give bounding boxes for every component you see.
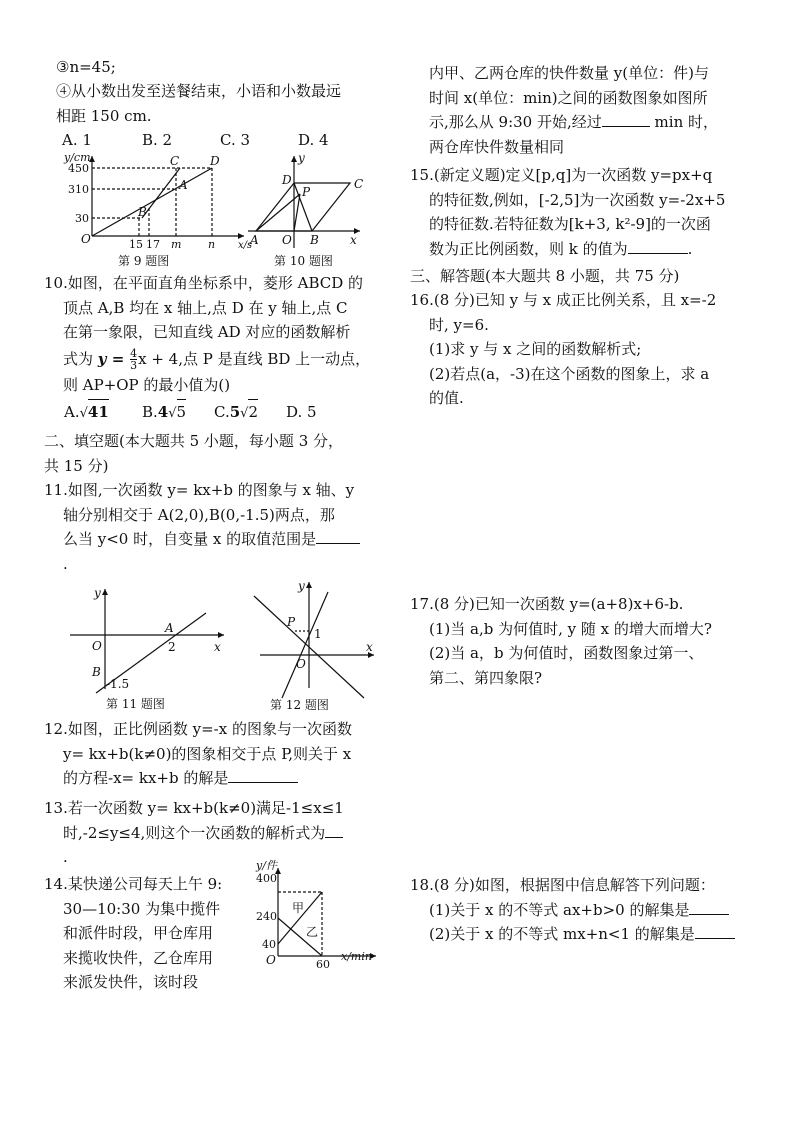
question-11 <box>44 478 360 576</box>
figure-12 <box>240 576 380 714</box>
q10-options <box>44 399 370 427</box>
q10-text: x + 4,点 P 是直线 BD 上一动点， <box>138 349 371 368</box>
point-c-label: C <box>170 154 180 168</box>
q12-line: y= kx+b(k≠0)的图象相交于点 P,则关于 x <box>63 744 352 763</box>
point-b-label: B <box>310 233 319 247</box>
figure-12-caption: 第 12 题图 <box>270 698 329 712</box>
question-18 <box>410 873 735 947</box>
x-tick-n: n <box>208 238 216 251</box>
y-unit-label: y/cm <box>64 151 91 164</box>
q10-formula-line <box>44 345 370 373</box>
y-tick-400: 400 <box>256 872 277 885</box>
figure-11-graph <box>66 585 226 715</box>
figure-14-graph <box>254 859 378 971</box>
q11-line: . <box>63 554 68 573</box>
q17-line: 17.(8 分)已知一次函数 y=(a+8)x+6-b. <box>410 595 684 613</box>
point-d-label: D <box>282 173 292 187</box>
option-b: B. 2 <box>142 131 173 149</box>
y-tick-40: 40 <box>262 938 276 951</box>
q10-text: 式为 <box>63 349 94 368</box>
statement-3 <box>56 55 116 80</box>
x-unit-label: x/s <box>238 240 253 251</box>
q12-line: 12.如图，正比例函数 y=-x 的图象与一次函数 <box>44 720 352 738</box>
x-tick-60: 60 <box>316 958 330 971</box>
x-axis-arrow <box>218 632 224 638</box>
radicand: 2 <box>248 399 258 425</box>
y-axis-label: y <box>94 586 101 600</box>
option-d: D. 4 <box>298 131 329 149</box>
q18-line: (1)关于 x 的不等式 ax+b>0 的解集是 <box>410 898 735 923</box>
point-p-label: P <box>287 615 296 629</box>
q18-line: 18.(8 分)如图，根据图中信息解答下列问题： <box>410 876 715 894</box>
y-axis-arrow <box>306 582 312 588</box>
q13-line: . <box>63 848 68 866</box>
q14-line: 两仓库快件数量相同 <box>429 137 565 156</box>
q14-line: 30—10:30 为集中揽件 <box>63 899 221 918</box>
figure-12-graph <box>240 576 380 714</box>
q16-line: 时, y=6. <box>429 315 489 334</box>
x-axis-label: x <box>350 233 357 247</box>
q14-line: 来揽收快件，乙仓库用 <box>63 948 214 967</box>
point-p-label: P <box>302 185 311 199</box>
figure-10 <box>240 152 372 270</box>
q14-line: 14.某快递公司每天上午 9: <box>44 875 223 893</box>
sqrt-symbol: √ <box>79 406 88 421</box>
q9-options <box>62 128 362 153</box>
radicand: 41 <box>88 399 109 425</box>
q11-line: 么当 y<0 时，自变量 x 的取值范围是 <box>44 527 360 552</box>
answer-blank[interactable] <box>602 112 650 127</box>
q16-line: (2)若点(a，-3)在这个函数的图象上，求 a <box>429 364 710 383</box>
question-13 <box>44 796 344 870</box>
q14-line: 来派发快件，该时段 <box>63 973 199 991</box>
origin-label: O <box>92 639 102 653</box>
line-od <box>92 168 212 236</box>
question-16 <box>410 288 716 411</box>
y-axis-arrow <box>291 156 297 162</box>
answer-blank[interactable] <box>689 900 729 915</box>
y-tick-1: 1 <box>314 627 322 641</box>
statement-line: ③n=45; <box>56 58 116 76</box>
statement-line: ④从小数出发至送餐结束，小语和小数最远 <box>56 82 342 100</box>
section-fill-blank <box>44 429 343 478</box>
q14-line: 内甲、乙两仓库的快件数量 y(单位：件)与 <box>429 64 709 82</box>
point-b-label: B <box>92 665 101 679</box>
segment-op <box>294 194 300 231</box>
q17-line: (2)当 a，b 为何值时，函数图象过第一、 <box>429 644 704 662</box>
q15-line: 的特征数,例如，[-2,5]为一次函数 y=-2x+5 <box>429 190 726 209</box>
option-b: B.4√5 <box>142 399 214 427</box>
fraction-numerator: 4 <box>130 347 138 360</box>
q16-line: 的值. <box>429 389 464 407</box>
figure-9-caption: 第 9 题图 <box>118 254 170 268</box>
q14-line: 时间 x(单位：min)之间的函数图象如图所 <box>429 88 708 107</box>
option-a: A. 1 <box>62 131 92 149</box>
q14-line: 和派件时段，甲仓库用 <box>63 924 214 942</box>
q11-line: 轴分别相交于 A(2,0),B(0,-1.5)两点，那 <box>63 505 335 524</box>
q14-line: 示,那么从 9:30 开始,经过 min 时， <box>429 113 718 131</box>
q10-line: 则 AP+OP 的最小值为() <box>63 375 231 394</box>
option-d: D. 5 <box>286 403 317 421</box>
q17-line: (1)当 a,b 为何值时, y 随 x 的增大而增大? <box>429 619 712 638</box>
question-17 <box>410 592 712 690</box>
x-tick-15: 15 <box>129 238 143 251</box>
statement-line: 相距 150 cm. <box>56 106 152 125</box>
y-tick-30: 30 <box>75 212 89 225</box>
q15-line: 15.(新定义题)定义[p,q]为一次函数 y=px+q <box>410 166 713 184</box>
q13-line: 13.若一次函数 y= kx+b(k≠0)满足-1≤x≤1 <box>44 799 344 817</box>
origin-label: O <box>296 657 306 671</box>
q16-line: 16.(8 分)已知 y 与 x 成正比例关系，且 x=-2 <box>410 291 717 309</box>
y-axis-arrow <box>102 589 108 595</box>
statement-4 <box>56 79 341 128</box>
y-tick-450: 450 <box>68 162 89 175</box>
figure-10-caption: 第 10 题图 <box>274 254 333 268</box>
q16-line: (1)求 y 与 x 之间的函数解析式; <box>429 340 642 358</box>
question-14-continued <box>429 61 718 159</box>
section-answer-title: 三、解答题(本大题共 8 小题，共 75 分) <box>410 267 680 285</box>
x-unit-label: x/min <box>341 950 372 963</box>
question-15 <box>410 163 725 261</box>
option-a: A.√41 <box>64 399 142 427</box>
option-c: C. 3 <box>220 131 251 149</box>
y-tick-310: 310 <box>68 183 89 196</box>
point-a-label: A <box>250 233 259 247</box>
series-yi-label: 乙 <box>306 925 319 939</box>
x-axis-label: x <box>214 640 221 654</box>
segment-ap <box>256 194 300 231</box>
section-title: 二、填空题(本大题共 5 小题，每小题 3 分， <box>44 432 344 450</box>
point-b-label: B <box>138 205 147 219</box>
sqrt-symbol: √ <box>240 406 249 421</box>
q18-line: (2)关于 x 的不等式 mx+n<1 的解集是 <box>410 922 735 947</box>
option-c: C.5√2 <box>214 399 286 427</box>
q13-line: 时,-2≤y≤4,则这个一次函数的解析式为 <box>44 821 344 846</box>
point-d-label: D <box>210 154 220 168</box>
answer-blank[interactable] <box>628 239 688 254</box>
figure-10-graph <box>240 152 372 270</box>
question-10 <box>44 271 370 427</box>
q15-line: 的特征数.若特征数为[k+3, k²-9]的一次函 <box>429 215 711 233</box>
figure-14 <box>254 859 378 971</box>
point-c-label: C <box>354 177 364 191</box>
q12-line: 的方程-x= kx+b 的解是 <box>44 766 352 791</box>
fraction-4-3 <box>130 348 137 371</box>
x-tick-2: 2 <box>168 640 176 654</box>
origin-label: O <box>81 232 91 246</box>
figure-9 <box>62 151 253 270</box>
y-axis-label: y <box>298 151 305 165</box>
q11-line: 11.如图,一次函数 y= kx+b 的图象与 x 轴、y <box>44 481 355 499</box>
point-a-label: A <box>179 178 188 192</box>
radicand: 5 <box>177 399 187 425</box>
line-bc <box>142 168 180 218</box>
origin-label: O <box>266 953 276 967</box>
y-axis-label: y <box>298 579 305 593</box>
q10-line: 10.如图，在平面直角坐标系中，菱形 ABCD 的 <box>44 274 364 292</box>
q15-line: 数为正比例函数，则 k 的值为 . <box>429 239 693 258</box>
figure-11 <box>66 585 226 715</box>
question-14 <box>44 872 222 995</box>
figure-9-graph <box>62 151 253 270</box>
y-unit-label: y/件 <box>256 859 277 872</box>
point-a-label: A <box>165 621 174 635</box>
y-tick-neg1-5: -1.5 <box>106 677 130 691</box>
answer-blank[interactable] <box>695 924 735 939</box>
origin-label: O <box>282 233 292 247</box>
series-jia-label: 甲 <box>292 901 305 915</box>
sqrt-symbol: √ <box>168 406 177 421</box>
answer-blank[interactable] <box>325 823 343 838</box>
fraction-denominator: 3 <box>130 359 138 372</box>
line-kx-b <box>282 592 328 698</box>
answer-blank[interactable] <box>228 768 298 783</box>
q10-line: 顶点 A,B 均在 x 轴上,点 D 在 y 轴上,点 C <box>63 298 348 317</box>
q10-formula-y: y = <box>97 349 125 368</box>
q17-line: 第二、第四象限? <box>429 668 543 687</box>
section-title: 共 15 分) <box>44 456 109 475</box>
question-12 <box>44 717 352 791</box>
y-tick-240: 240 <box>256 910 277 923</box>
x-tick-17: 17 <box>146 238 160 251</box>
figure-11-caption: 第 11 题图 <box>106 697 165 711</box>
x-tick-m: m <box>171 238 182 251</box>
q10-line: 在第一象限，已知直线 AD 对应的函数解析 <box>63 323 351 341</box>
answer-blank[interactable] <box>316 529 360 544</box>
x-axis-label: x <box>366 640 373 654</box>
